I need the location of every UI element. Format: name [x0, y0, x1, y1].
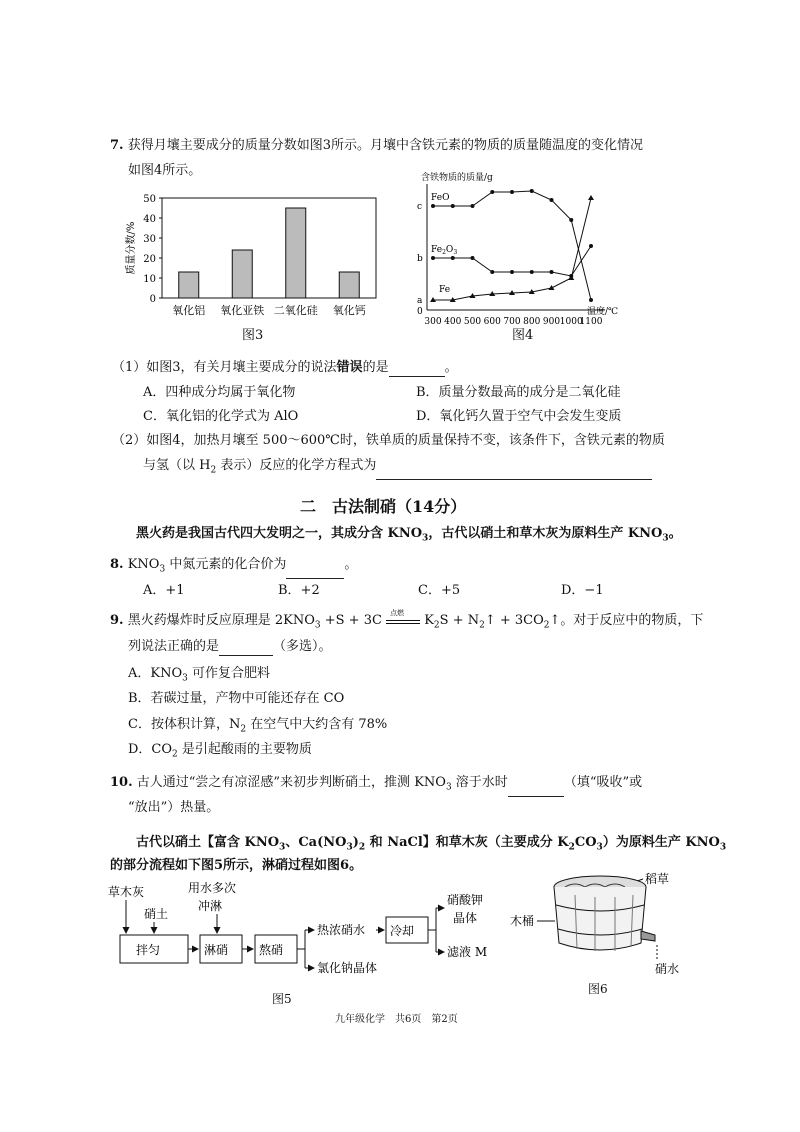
data-point [569, 218, 573, 222]
answer-blank[interactable] [376, 465, 652, 480]
y-tick-label: 0 [149, 294, 156, 305]
answer-blank[interactable] [508, 782, 564, 797]
data-point [549, 285, 555, 290]
process-intro: 古代以硝土【富含 $KNO_3$、$Ca(NO_3)_2$ 和 NaCl】和草木灰（主要成分 $K_2CO_3$）为原料生产 $KNO_3$ [136, 835, 727, 853]
q7-1-option-d: D．氧化钙久置于空气中会发生变质 [416, 409, 622, 424]
bar [286, 208, 306, 298]
data-point [550, 198, 554, 202]
flow-label-nacl-crystal: 氯化钠晶体 [317, 961, 378, 975]
data-point [451, 256, 455, 260]
figure-5-caption: 图5 [272, 992, 292, 1006]
q7-1-option-b: B．质量分数最高的成分是二氧化硅 [416, 385, 621, 400]
process-intro-line2: 的部分流程如下图5所示，淋硝过程如图6。 [110, 858, 363, 873]
section-title: 二 古法制硝（14分） [300, 497, 467, 516]
flow-label-caomuhui: 草木灰 [108, 885, 145, 899]
origin-label: 0 [417, 307, 423, 317]
data-point [589, 298, 593, 302]
series-label-fe2o3: $Fe_2O_3$ [431, 245, 458, 256]
q10-stem: 10. 古人通过“尝之有凉涩感”来初步判断硝土，推测 $KNO_3$ 溶于水时 （填“吸收”或 [110, 774, 642, 797]
y-tick-label: a [417, 296, 423, 306]
q7-line1: 7. 获得月壤主要成分的质量分数如图3所示。月壤中含铁元素的物质的质量随温度的变化情况 [110, 138, 643, 153]
flow-label-kno3-1: 硝酸钾 [447, 893, 484, 907]
label-saltpeter-water: 硝水 [655, 962, 680, 976]
data-point [530, 189, 534, 193]
x-tick-label: 900 [542, 317, 561, 327]
y-tick-label: 50 [143, 194, 156, 205]
x-tick-label: 1000 [559, 317, 583, 327]
data-point [530, 270, 534, 274]
y-tick-label: 40 [143, 214, 156, 225]
bar [232, 250, 252, 298]
flow-label-water1: 用水多次 [188, 881, 237, 895]
data-point [471, 204, 475, 208]
q9-option-b: B．若碳过量，产物中可能还存在 CO [128, 691, 345, 706]
q7-line2: 如图4所示。 [128, 163, 202, 178]
y-tick-label: 30 [143, 234, 156, 245]
y-tick-label: 20 [143, 254, 156, 265]
data-point [510, 270, 514, 274]
q8-option-c: C．+5 [418, 583, 461, 598]
data-point [589, 244, 593, 248]
answer-blank[interactable] [286, 564, 344, 579]
figure-5-flowchart [100, 880, 520, 990]
data-point [431, 256, 435, 260]
flow-box-linxiao-label: 淋硝 [204, 943, 229, 957]
data-point [451, 204, 455, 208]
data-point [471, 256, 475, 260]
figure-4-caption: 图4 [512, 328, 534, 343]
y-tick-label: c [417, 202, 423, 212]
q7-1-stem: （1）如图3，有关月壤主要成分的说法错误的是 。 [112, 360, 458, 375]
y-axis-label: 质量分数/% [126, 221, 137, 275]
q8-option-b: B．+2 [278, 583, 320, 598]
flow-box-cooling-label: 冷却 [390, 924, 415, 938]
figure-4-line-chart [405, 168, 625, 340]
y-axis-label: 含铁物质的质量/g [421, 173, 493, 183]
q7-2-line2: 与氢（以 $H_2$ 表示）反应的化学方程式为 [143, 457, 652, 480]
x-tick-label: 800 [523, 317, 541, 327]
data-point [431, 204, 435, 208]
x-tick-label: 600 [483, 317, 501, 327]
x-tick-label: 300 [424, 317, 442, 327]
category-label: 氧化钙 [332, 304, 366, 317]
q8-option-d: D．−1 [561, 583, 604, 598]
x-tick-label: 700 [503, 317, 521, 327]
flow-label-xiaotu: 硝土 [144, 907, 169, 921]
q7-1-option-a: A．四种成分均属于氧化物 [143, 385, 296, 400]
x-tick-label: 500 [463, 317, 482, 327]
x-tick-label: 400 [444, 317, 462, 327]
section-intro: 黑火药是我国古代四大发明之一，其成分含 $KNO_3$，古代以硝土和草木灰为原料生产 $KNO_3$。 [136, 526, 682, 544]
x-tick-label: 1100 [579, 317, 603, 327]
flow-box-banyun-label: 拌匀 [136, 943, 161, 957]
y-tick-label: b [417, 254, 423, 264]
category-label: 二氧化硅 [273, 304, 318, 317]
figure-3-caption: 图3 [242, 328, 264, 343]
label-bucket: 木桶 [510, 914, 535, 928]
flow-label-water2: 冲淋 [198, 899, 223, 913]
series-label-feo: FeO [431, 193, 450, 203]
q9-option-d: D．$CO_2$ 是引起酸雨的主要物质 [128, 742, 312, 760]
flow-label-kno3-2: 晶体 [453, 911, 478, 925]
answer-blank[interactable] [389, 362, 445, 377]
data-point [490, 190, 494, 194]
q9-stem: 9. 黑火药爆炸时反应原理是 $2KNO_3 +S + 3C$ 点燃 $K_2S$ + $N_2↑$ + $3CO_2↑$。对于反应中的物质，下 [110, 609, 704, 631]
answer-blank[interactable] [219, 641, 273, 656]
q9-line2: 列说法正确的是 （多选）。 [128, 639, 332, 654]
q10-line2: “放出”）热量。 [128, 800, 220, 815]
bar [179, 272, 199, 298]
q9-option-a: A．$KNO_3$ 可作复合肥料 [128, 666, 271, 684]
q8-stem: 8. $KNO_3$ 中氮元素的化合价为 。 [110, 556, 357, 579]
series-label-fe: Fe [439, 285, 451, 295]
data-point [588, 195, 594, 200]
figure-3-bar-chart [120, 180, 390, 345]
x-axis-label: 温度/℃ [587, 307, 619, 317]
q7-2-line1: （2）如图4，加热月壤至 500～600℃时，铁单质的质量保持不变，该条件下，含铁元素的物质 [112, 433, 665, 448]
figure-6-caption: 图6 [588, 982, 608, 996]
reaction-condition-arrow: 点燃 [386, 612, 420, 624]
figure-6-bucket-drawing [505, 865, 705, 985]
flow-box-aoxiao-label: 熬硝 [259, 943, 284, 957]
page-footer: 九年级化学 共6页 第2页 [335, 1014, 458, 1025]
q7-1-option-c: C．氧化铝的化学式为 AlO [143, 409, 299, 424]
q9-option-c: C．按体积计算，$N_2$ 在空气中大约含有 78% [128, 717, 388, 735]
category-label: 氧化铝 [172, 304, 206, 317]
category-label: 氧化亚铁 [220, 304, 265, 317]
q8-option-a: A．+1 [143, 583, 185, 598]
bucket-icon [554, 876, 655, 951]
label-straw: 稻草 [645, 872, 670, 886]
flow-label-filtrate: 滤液 M [447, 945, 488, 959]
bar [339, 272, 359, 298]
data-point [510, 190, 514, 194]
flow-label-hot-solution: 热浓硝水 [317, 923, 366, 937]
y-tick-label: 10 [143, 274, 156, 285]
data-point [550, 270, 554, 274]
data-point [490, 270, 494, 274]
feo-curve [433, 191, 591, 300]
